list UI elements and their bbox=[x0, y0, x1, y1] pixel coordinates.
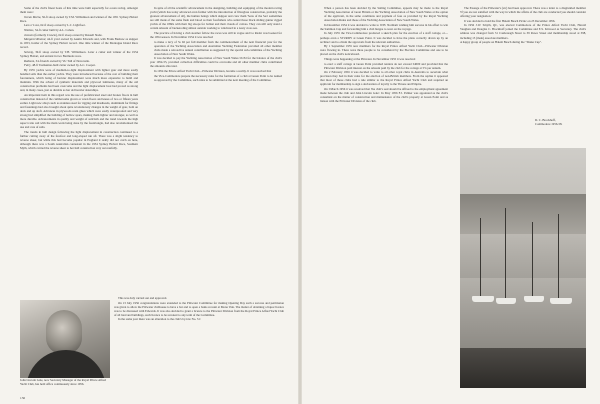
signature-title: Commodore 1956-58. bbox=[535, 122, 563, 126]
portrait-caption: John Lincoln Gale, now Secretary Manager of the Royal Prince Alfred Yacht Club, has held office continuously since 1956. bbox=[20, 378, 107, 386]
page-number: 136 bbox=[20, 396, 26, 400]
portrait-shoulders bbox=[26, 350, 106, 378]
body-paragraph: In the same year there was an alteration to the club's by-law No. 31: bbox=[118, 317, 201, 322]
body-paragraph: In 1956 J.W. Smyth, QC, was elected Commodore of the Prince Alfred Yacht Club, Harold Vaughan and Douglas C. Brockhoff joined the Committee and E.S. Kirwood as Secretary. The club's address was changed from 31 Castlereagh Street to 39 Rowe Street and membership stood at 398, including 13 (male) associate members. bbox=[460, 23, 586, 40]
body-paragraph: By 1955 yachts were of medium-to-light displacement with lighter gear and more easily handled sails than the earlier yachts. They were introduced because of the cost of building their forerunners, which being of heavier displacement were much more expensive to build and maintain. With the advent of synthetic materials and plywood laminates, many of the old construction problems had been overcome and the light displacement boat had proved as strong and, in many cases, just as durable as her old heavier sisterships. bbox=[20, 68, 138, 93]
body-paragraph: Fairy, 48-ft Tasmanian-built cutter owned by A.C. Cooper. bbox=[24, 63, 96, 68]
left-column-2 bbox=[150, 6, 282, 184]
block-quote: When a person has been decided by the Sailing Committee, appeals may be made to the Royal Yachting Association of Great Britain or the Yachting Association of New South Wales at the option of the applicant, in the same conditions and payment of fees as provided by the Royal Yachting Association Rules and those of the Yachting Association of New South Wales. bbox=[324, 6, 448, 23]
body-paragraph: In spite of all the scientific advancement in the designing, building and equipping of the modern racing yacht (which has today advanced even further with the introduction of fibreglass construction, probably the greatest advancement of all), the human beings which skipper and crew them 'Sons of the Sea' sometimes are still made of the same flesh and blood as their forefathers who sailed those black sliding gunter rigged yachts of the 1860s with their big sloops for ballast and their clouds of canvas. They can still only stand a certain amount of buckeroding almost outside working to windward in a nasty cross sea. bbox=[150, 6, 282, 31]
harbour-water bbox=[460, 278, 586, 348]
block-quote: to make a levy of 5s 0d per full member from the commencement of the next financial year for the operation of the Yachting Association and Australian Yachting Federation provided all other member clubs made a retroactive annual contribution as suggested by the special sub-committee of the Yachting Association of New South Wales. bbox=[154, 39, 282, 56]
body-paragraph: The practice of having a club steamer follow the races was still in vogue and La Radar was booked for the 1954 season. In November 1954 it was resolved bbox=[150, 30, 282, 39]
block-quote: the Vice-Commodore prepare the necessary rules for the formation of a club at Green Point to be named as approved by the Committee, such rules to be submitted at the next meeting of the Committee. bbox=[154, 73, 282, 82]
left-column-1 bbox=[20, 6, 138, 302]
body-paragraph: Nimbus, 34-ft cutter built by A.L. Cohen. bbox=[24, 28, 75, 33]
body-paragraph: Janssen (formerly Crowle), 62-ft sloop owned by Russell Slade. bbox=[24, 32, 103, 37]
body-paragraph: The Passage of the Pittwater's (sic) had been approved. There was a letter to a disgruntled member 'If you are not satisfied with the way in which the affairs of the club are conducted you should consider offering your resignation.' bbox=[460, 6, 586, 19]
body-paragraph: Solveig, 39-ft sloop owned by T.H. Williamson. Later a cutter and winner of the 1954 Sydney Hobart, and entrant in two Bermuda races. bbox=[20, 50, 138, 59]
signature-name: D. C. Brockhoff, bbox=[535, 118, 556, 122]
body-paragraph: On I March 1956 it was resolved that 'the club's seal should be affixed to the employment agreement made between the club and John Lincoln Gale'. In May 1956 F.J. Palmer was appointed as the club's consultant on the matter of construction and maintenance of the club's property at Green Point and as liaison with the Pittwater Division of the club. bbox=[320, 87, 448, 104]
right-column-2 bbox=[460, 6, 586, 136]
photo-caption: A happy group of people on Halem Beach during the "Drake Cup". bbox=[460, 40, 542, 45]
body-paragraph: It was decided to hold the first Halem Beach Picnic on 23 December 1956. bbox=[464, 18, 556, 23]
body-paragraph: The trends in hull design following the light displacement in construction continued to a further cutting away of the forefoot and long-sloped run aft. There was a slight tendency to reverse sheer, but while this had become popular in England it really did not catch on here, although there was a South Australian contestant in the 1954 Sydney Hobart Race, Southern Myth, which carried the reverse sheer to her hull construction very successfully. bbox=[20, 129, 138, 151]
boat-hull bbox=[472, 296, 494, 302]
body-paragraph: An important item in this regard was the use of prefabricated steel and bronze floors in hull construction instead of the cumbersome grown or sawn floors and knees of two or fifteen years earlier. Light new alloys such as stainless steel for rigging and mastheads, aluminium for fittings and fastenings had also brought about quite revolutionary changes in the weight of gear, both on deck and up aloft. Advances in plywoods resin glues which were easily waterproofed and very strong had simplified the building of hollow spars, making them lighter and stronger, as well as more durable. Advancements in quality and weight of sailcloth and the trend towards the high aspect ratio sail with the main work being done by the foretriangle, had also revolutionised the use and care of sails. bbox=[20, 92, 138, 130]
left-column-3 bbox=[114, 296, 284, 394]
body-paragraph: Some of the club's finest boats of this time were built especially for ocean racing. Amongst them were: bbox=[20, 6, 138, 15]
body-paragraph: In July 1955 the Vice-Commodore produced a sketch plan for the erection of a staff cottage, or—perhaps even a STURDY at Green Point. It was decided to have the plans correctly drawn up by an architect and to obtain the approvals from the relevant authorities. bbox=[320, 31, 448, 44]
body-paragraph: On 2 February 1956 it was decided to write to all other royal clubs in Australia to ascertain what provision they had in their rules for the election of non-British members. From the replies it appeared that most of these clubs had a rule similar to the Royal Prince Alfred Yacht Club and required an applicant for membership to sign a declaration of loyalty to the Throne and Empire. bbox=[320, 70, 448, 87]
boat-hull bbox=[496, 298, 516, 304]
body-paragraph: This was duly carried out and approved. bbox=[118, 296, 167, 300]
block-quote: to erect a staff cottage at Green Point provided tenders do not exceed £4000 and provided that the Pittwater Division paid interest on the amount paid by the club for the cottage at 5% per annum. bbox=[324, 61, 448, 70]
right-column-1 bbox=[320, 6, 448, 386]
boat-mast bbox=[532, 222, 533, 298]
boat-mast bbox=[558, 214, 559, 300]
body-paragraph: Things were happening at the Pittwater. In November 1955 it was resolved bbox=[324, 56, 416, 61]
boat-mast bbox=[505, 208, 506, 300]
body-paragraph: In 1954 the Prince Alfred Yacht Club—Pittwater Division, became a reality. It was resolved that bbox=[154, 69, 272, 74]
body-paragraph: Rudnom, 34-ft ketch owned by Vic Tull of Newcastle. bbox=[24, 58, 90, 63]
portrait-photo bbox=[20, 300, 110, 378]
signature-block bbox=[535, 118, 590, 126]
boat-mast bbox=[480, 218, 481, 298]
body-paragraph: By 1 September 1955 new members for the Royal Prince Alfred Yacht Club—Pittwater Division were flowing in. There were three people to be considered by the Election Committee and one to be placed on the club's noticeboard. bbox=[320, 44, 448, 57]
harbour-photo bbox=[460, 148, 586, 388]
boat-hull bbox=[524, 296, 544, 302]
body-paragraph: Ocean Maria, 36-ft sloop owned by T.M. Williamson and winner of the 1951 Sydney-Hobart Race. bbox=[20, 14, 138, 23]
boat-hull bbox=[550, 298, 572, 304]
body-paragraph: Lass o' Luss, 62-ft sloop owned by L.C. Lightfoot. bbox=[24, 23, 86, 28]
body-paragraph: It was decided to pay the Yachting Association of New South Wales £6 8d for the balance of the club's year 1954-55, provided collection difficulties could be overcome and all other member clubs contributed the amounts allocated. bbox=[150, 56, 282, 69]
body-paragraph: On 13 July 1956 congratulations were extended to the Pittwater Committee for making Opening Day such a success and permission was given to allow the Pittwater clubhouse to have a bar and to open a bank account at Mona Vale. The matter of obtaining a liquor licence was to be discussed with Edwards. It was also decided to grant a licence to the Pittwater Division from the Royal Prince Alfred Yacht Club of all land and buildings, such licence to be revoked to any term of the Committee. bbox=[114, 300, 284, 317]
body-paragraph: Margaret Rintoul, 44-ft yawl owned by Austin Edwards and, with Frank Bashow as skipper in 1953, holder of the Sydney Hobart record. One time winner of the Montague Island Race record. bbox=[20, 37, 138, 50]
portrait-head bbox=[46, 310, 82, 354]
body-paragraph: In December 1954 it was decided to write to W.H. Northam wishing him success in his effort to win the Sammon Cup and forwarding him a club burgee to wear on the voyage. bbox=[320, 22, 448, 31]
harbour-jetty bbox=[460, 348, 586, 388]
harbour-shore bbox=[460, 194, 586, 234]
